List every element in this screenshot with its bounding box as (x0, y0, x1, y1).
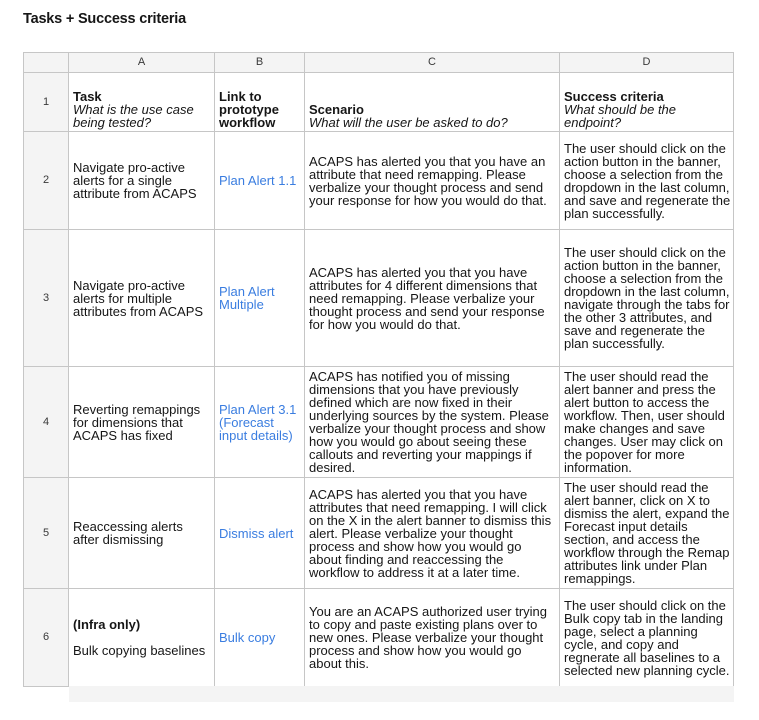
success-header-title: Success criteria (564, 89, 664, 104)
task-text: Bulk copying baselines (73, 643, 206, 658)
column-header-d[interactable]: D (560, 53, 734, 73)
success-text: The user should click on the Bulk copy tab in the landing page, select a planning cycle, and copy and regnerate all baselines to a selected new planning cycle. (564, 597, 730, 678)
task-text: Navigate pro-active alerts for a single attribute from ACAPS (73, 160, 197, 201)
cell-task[interactable] (69, 367, 215, 478)
scenario-header-title: Scenario (309, 102, 364, 117)
success-text: The user should click on the action button in the banner, choose a selection from the dropdown in the last column, navigate through the tabs for the other 3 attributes, and save and regenerate the plan successfully. (564, 245, 730, 351)
cell-scenario-header[interactable] (305, 73, 560, 132)
task-header-subtitle: What is the use case being tested? (73, 102, 194, 130)
table-row (24, 132, 734, 230)
prototype-link[interactable]: Plan Alert 3.1 (Forecast input details) (219, 401, 297, 443)
table-row (24, 230, 734, 367)
cell-success[interactable] (560, 132, 734, 230)
row-number[interactable]: 5 (24, 478, 69, 589)
success-header-subtitle: What should be the endpoint? (564, 102, 677, 130)
prototype-link[interactable]: Dismiss alert (219, 525, 294, 541)
cell-link-header[interactable] (215, 73, 305, 132)
table-row (24, 589, 734, 687)
column-header-a[interactable]: A (69, 53, 215, 73)
cell-scenario[interactable] (305, 230, 560, 367)
table-row (24, 478, 734, 589)
cell-task[interactable] (69, 132, 215, 230)
cell-success-header[interactable] (560, 73, 734, 132)
cell-success[interactable] (560, 367, 734, 478)
prototype-link[interactable]: Plan Alert Multiple (219, 284, 275, 312)
cell-success[interactable] (560, 589, 734, 687)
task-text: Reverting remappings for dimensions that ACAPS has fixed (73, 401, 201, 443)
scenario-text: ACAPS has notified you of missing dimensions that you have previously defined which are now fixed in their underlying sources by the system. Please verbalize your thought process and show how you would go about seeing these callouts and reverting your mappings if desired. (309, 369, 549, 475)
scenario-text: ACAPS has alerted you that you have attributes that need remapping. I will click on the X in the alert banner to dismiss this alert. Please verbalize your thought process and show how you would go about finding and reaccessing the workflow to address it at a later time. (309, 486, 552, 580)
cell-link[interactable] (215, 478, 305, 589)
row-number[interactable]: 4 (24, 367, 69, 478)
infra-only-label: (Infra only) (73, 617, 141, 632)
corner-cell[interactable] (24, 53, 69, 73)
cell-scenario[interactable] (305, 367, 560, 478)
cell-link[interactable] (215, 132, 305, 230)
scenario-text: ACAPS has alerted you that you have attributes for 4 different dimensions that need remapping. Please verbalize your thought process and send your response for how you would do that. (309, 264, 545, 332)
row-number[interactable]: 1 (24, 73, 69, 132)
table-row (24, 367, 734, 478)
cell-task-header[interactable] (69, 73, 215, 132)
cell-task[interactable] (69, 589, 215, 687)
task-header-title: Task (73, 89, 102, 104)
scenario-text: You are an ACAPS authorized user trying to copy and paste existing plans over to new ones. Please verbalize your thought process and show how you would go about this. (309, 604, 547, 671)
cell-link[interactable] (215, 367, 305, 478)
tasks-table (23, 52, 734, 687)
spreadsheet (23, 52, 733, 687)
cell-link[interactable] (215, 230, 305, 367)
prototype-link[interactable]: Bulk copy (219, 630, 276, 645)
cell-scenario[interactable] (305, 132, 560, 230)
cell-scenario[interactable] (305, 478, 560, 589)
page-title: Tasks + Success criteria (23, 11, 187, 27)
horizontal-scrollbar-track[interactable] (69, 686, 734, 702)
prototype-link[interactable]: Plan Alert 1.1 (219, 173, 297, 188)
success-text: The user should click on the action button in the banner, choose a selection from the dropdown in the last column, and save and regenerate the plan successfully. (564, 140, 731, 221)
success-text: The user should read the alert banner and press the alert button to access the workflow. Then, user should make changes and save changes. User may click on the popover for more information. (564, 369, 725, 475)
link-header-title: Link to prototype workflow (219, 89, 279, 130)
row-number[interactable]: 6 (24, 589, 69, 687)
task-text: Reaccessing alerts after dismissing (73, 519, 183, 547)
cell-scenario[interactable] (305, 589, 560, 687)
scenario-header-subtitle: What will the user be asked to do? (309, 115, 508, 130)
row-number[interactable]: 2 (24, 132, 69, 230)
success-text: The user should read the alert banner, click on X to dismiss the alert, expand the Forecast input details section, and access the workflow through the Remap attributes link under Plan remappings. (564, 480, 730, 586)
cell-link[interactable] (215, 589, 305, 687)
scenario-text: ACAPS has alerted you that you have an attribute that need remapping. Please verbalize your thought process and send your response for how you would do that. (309, 153, 547, 208)
header-row (24, 73, 734, 132)
task-text: Navigate pro-active alerts for multiple attributes from ACAPS (73, 277, 204, 319)
column-header-row (24, 53, 734, 73)
column-header-b[interactable]: B (215, 53, 305, 73)
column-header-c[interactable]: C (305, 53, 560, 73)
row-number[interactable]: 3 (24, 230, 69, 367)
cell-task[interactable] (69, 478, 215, 589)
cell-success[interactable] (560, 230, 734, 367)
cell-task[interactable] (69, 230, 215, 367)
cell-success[interactable] (560, 478, 734, 589)
